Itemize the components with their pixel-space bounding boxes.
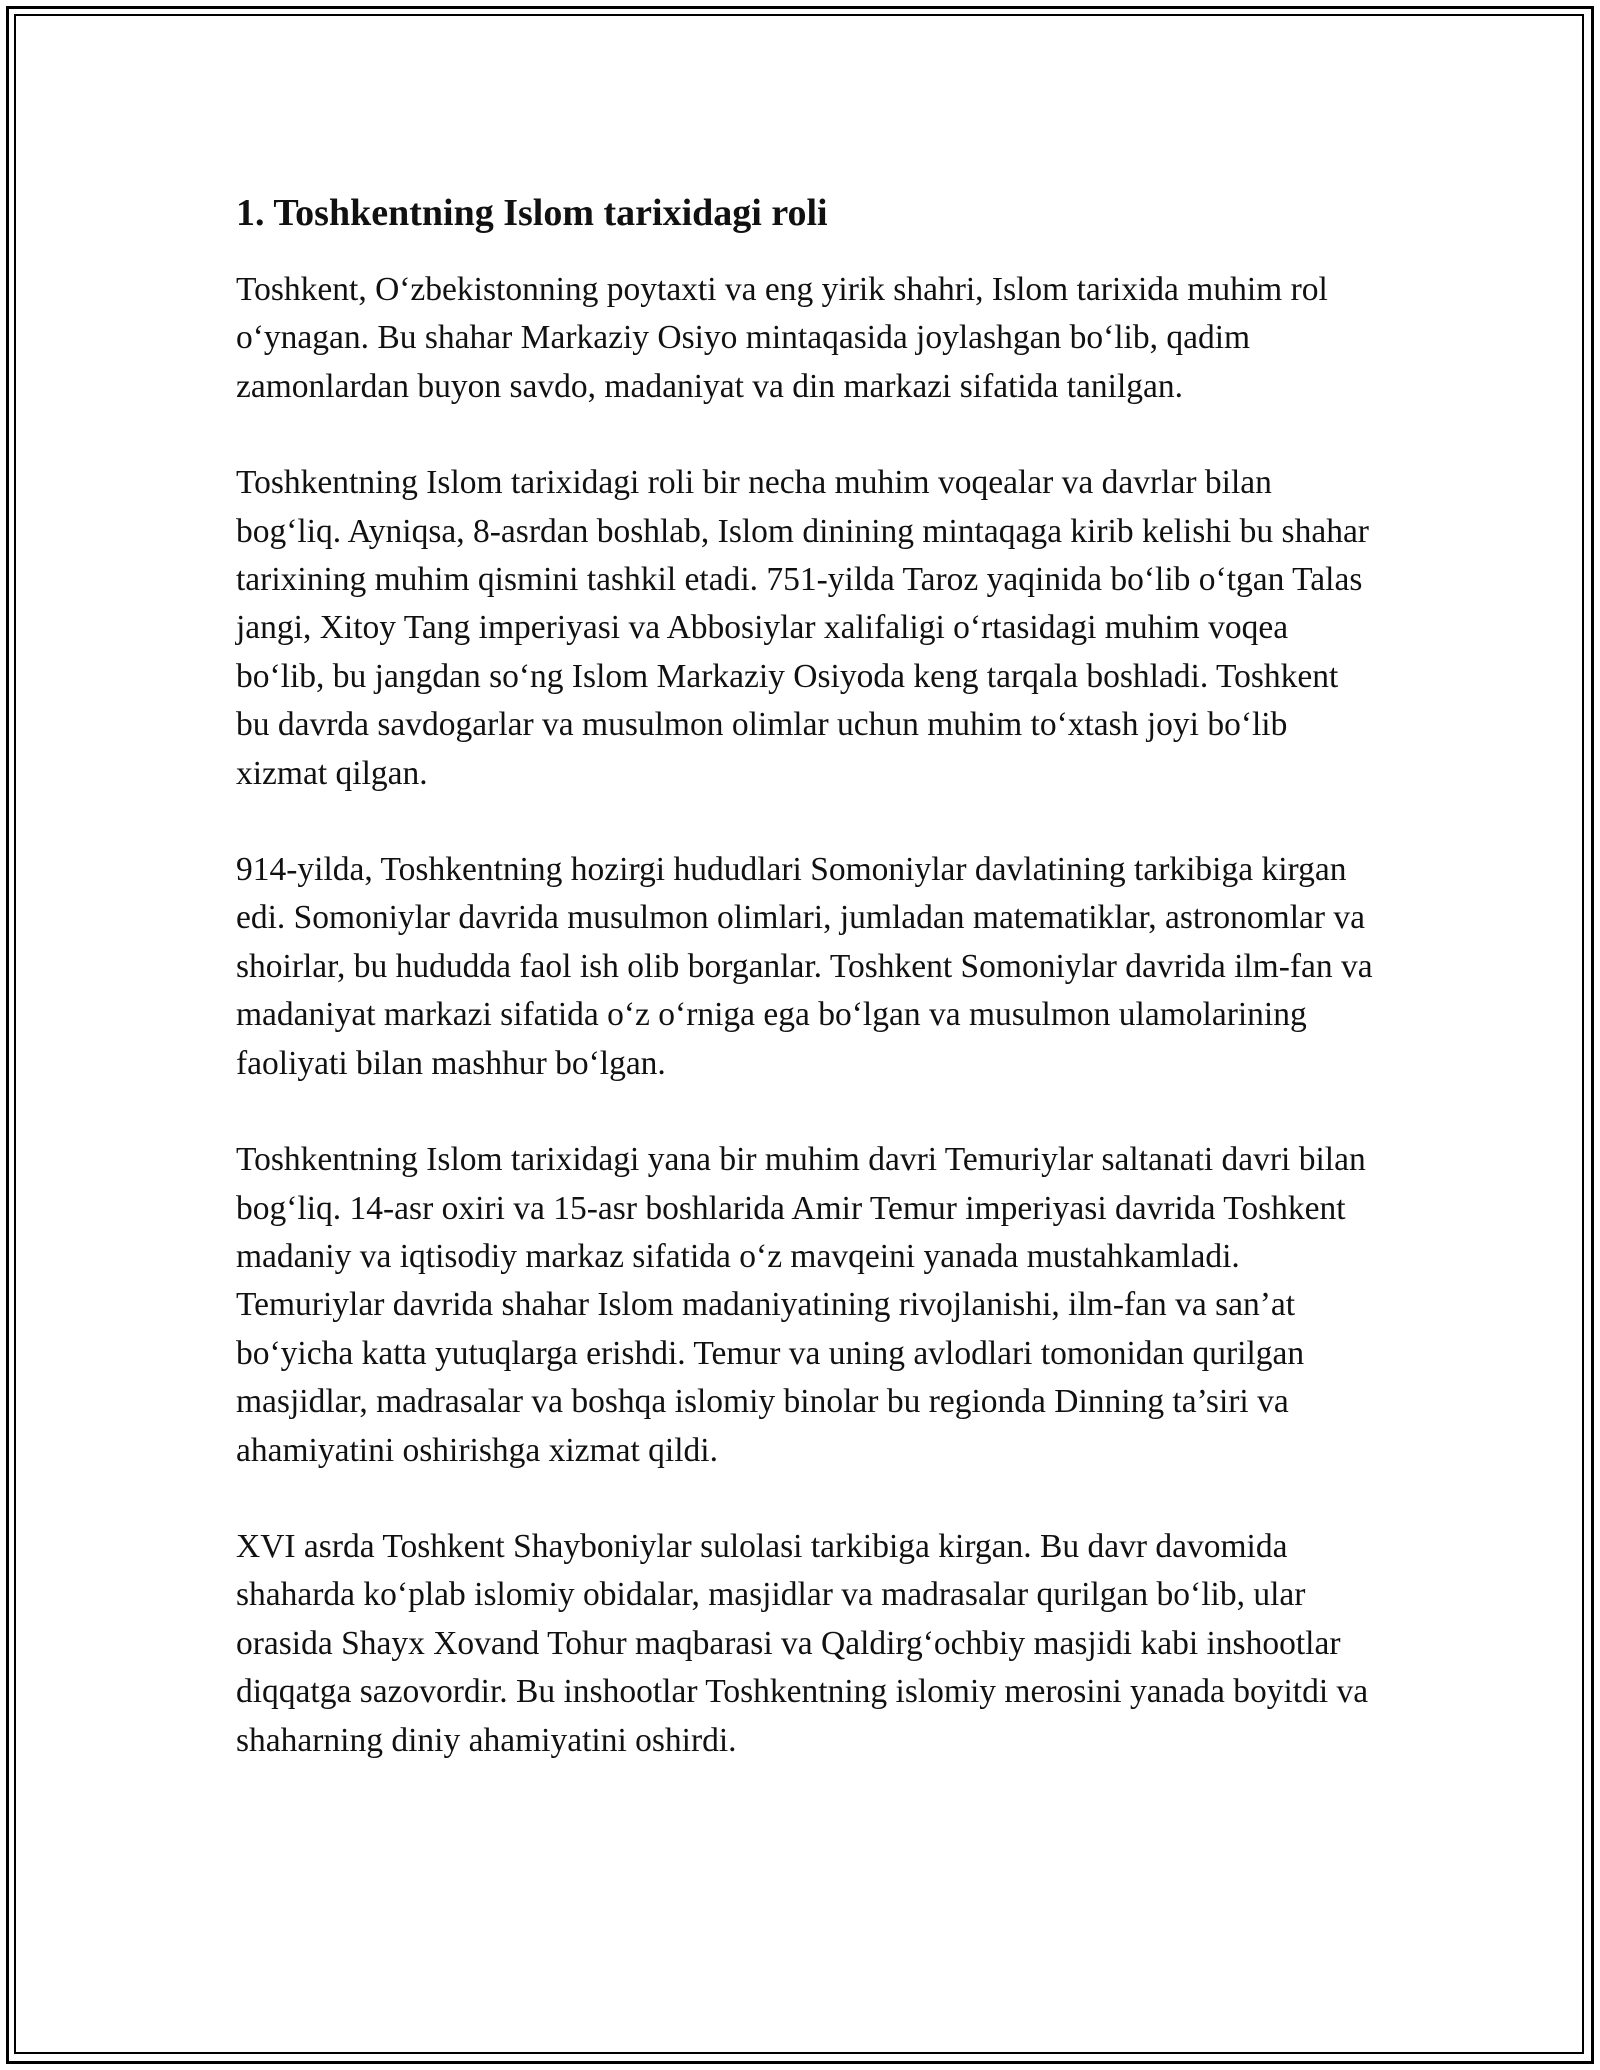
paragraph-5: XVI asrda Toshkent Shayboniylar sulolasi tarkibiga kirgan. Bu davr davomida shaharda ko‘plab islomiy obidalar, masjidlar va madrasalar qurilgan bo‘lib, ular orasida Shayx Xovand Tohur maqbarasi va Qaldirg‘ochbiy masjidi kabi inshootlar diqqatga sazovordir. Bu inshootlar Toshkentning islomiy merosini yanada boyitdi va shaharning diniy ahamiyatini oshirdi. <box>236 1527 1369 1759</box>
section-heading: 1. Toshkentning Islom tarixidagi roli <box>236 192 828 234</box>
paragraph-4: Toshkentning Islom tarixidagi yana bir muhim davri Temuriylar saltanati davri bilan bog‘liq. 14-asr oxiri va 15-asr boshlarida Amir Temur imperiyasi davrida Toshkent madaniy va iqtisodiy markaz sifatida o‘z mavqeini yanada mustahkamladi. Temuriylar davrida shahar Islom madaniyatining rivojlanishi, ilm-fan va san’at bo‘yicha katta yutuqlarga erishdi. Temur va uning avlodlari tomonidan qurilgan masjidlar, madrasalar va boshqa islomiy binolar bu regionda Dinning ta’siri va ahamiyatini oshirishga xizmat qildi. <box>236 1141 1366 1469</box>
paragraph-1: Toshkent, O‘zbekistonning poytaxti va eng yirik shahri, Islom tarixida muhim rol o‘ynagan. Bu shahar Markaziy Osiyo mintaqasida joylashgan bo‘lib, qadim zamonlardan buyon savdo, madaniyat va din markazi sifatida tanilgan. <box>236 271 1328 405</box>
document-page <box>236 188 1376 1813</box>
paragraph-3: 914-yilda, Toshkentning hozirgi hududlari Somoniylar davlatining tarkibiga kirgan edi. Somoniylar davrida musulmon olimlari, jumladan matematiklar, astronomlar va shoirlar, bu hududda faol ish olib borganlar. Toshkent Somoniylar davrida ilm-fan va madaniyat markazi sifatida o‘z o‘rniga ega bo‘lgan va musulmon ulamolarining faoliyati bilan mashhur bo‘lgan. <box>236 851 1373 1082</box>
paragraph-2: Toshkentning Islom tarixidagi roli bir necha muhim voqealar va davrlar bilan bog‘liq. Ayniqsa, 8-asrdan boshlab, Islom dinining mintaqaga kirib kelishi bu shahar tarixining muhim qismini tashkil etadi. 751-yilda Taroz yaqinida bo‘lib o‘tgan Talas jangi, Xitoy Tang imperiyasi va Abbosiylar xalifaligi o‘rtasidagi muhim voqea bo‘lib, bu jangdan so‘ng Islom Markaziy Osiyoda keng tarqala boshladi. Toshkent bu davrda savdogarlar va musulmon olimlar uchun muhim to‘xtash joyi bo‘lib xizmat qilgan. <box>236 464 1369 792</box>
